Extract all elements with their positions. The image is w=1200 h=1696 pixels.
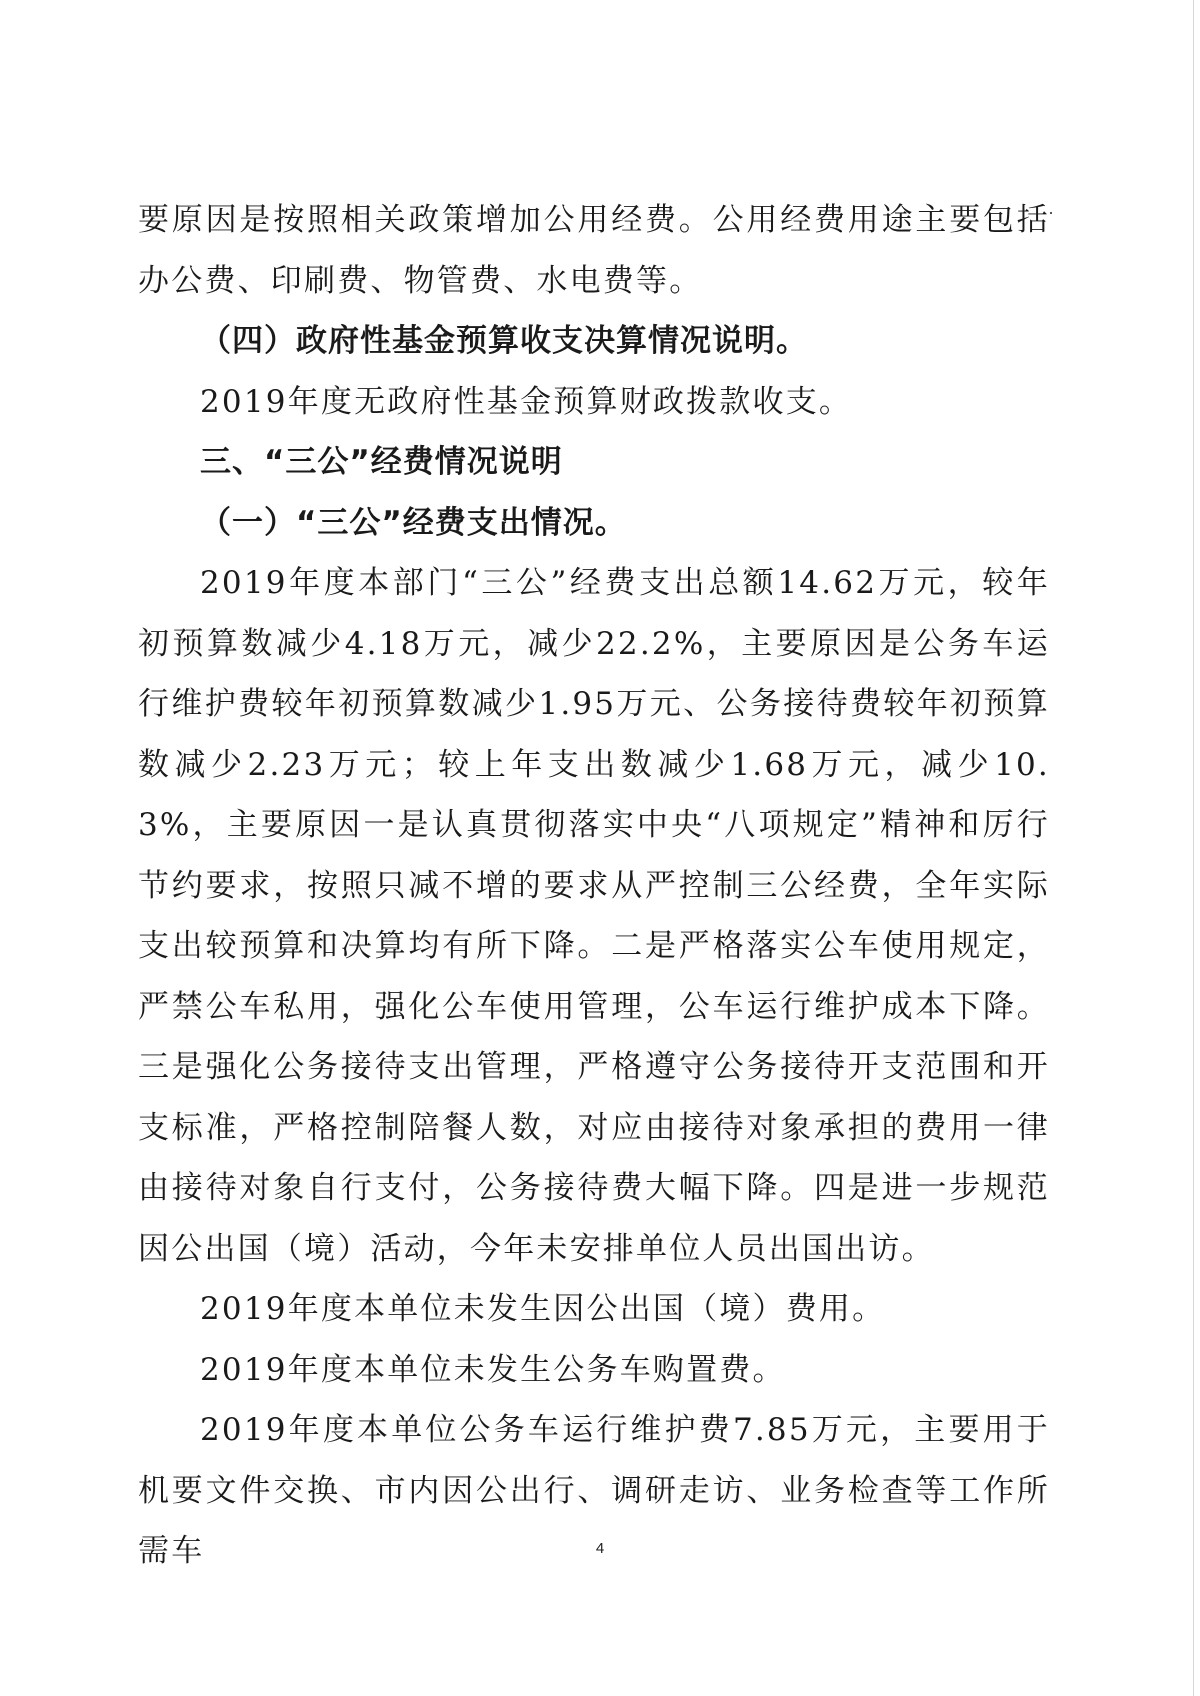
scan-page-edge <box>1193 0 1194 1696</box>
heading-three-public-expenditure: （一）“三公”经费支出情况。 <box>200 504 627 541</box>
heading-government-fund-budget: （四）政府性基金预算收支决算情况说明。 <box>200 323 808 359</box>
document-body <box>138 190 1050 1582</box>
page-number: 4 <box>595 1540 605 1557</box>
paragraph-continuation: 要原因是按照相关政策增加公用经费。公用经费用途主要包括办公费、印刷费、物管费、水电费等。 <box>138 202 1050 299</box>
paragraph-government-fund: 2019年度无政府性基金预算财政拨款收支。 <box>200 383 853 420</box>
paragraph-vehicle-purchase: 2019年度本单位未发生公务车购置费。 <box>200 1351 786 1388</box>
paragraph-vehicle-maintenance: 2019年度本单位公务车运行维护费7.85万元，主要用于机要文件交换、市内因公出行、调研走访、业务检查等工作所需车 <box>138 1412 1050 1569</box>
scan-speck <box>1050 212 1052 214</box>
heading-three-public-expenses: 三、“三公”经费情况说明 <box>200 444 563 480</box>
paragraph-expenditure-details: 2019年度本部门“三公”经费支出总额14.62万元，较年初预算数减少4.18万元，减少22.2%，主要原因是公务车运行维护费较年初预算数减少1.95万元、公务接待费较年初预算数减少2.23万元；较上年支出数减少1.68万元，减少10.3%，主要原因一是认真贯彻落实中央“八项规定”精神和厉行节约要求，按照只减不增的要求从严控制三公经费，全年实际支出较预算和决算均有所下降。二是严格落实公车使用规定，严禁公车私用，强化公车使用管理，公车运行维护成本下降。三是强化公务接待支出管理，严格遵守公务接待开支范围和开支标准，严格控制陪餐人数，对应由接待对象承担的费用一律由接待对象自行支付，公务接待费大幅下降。四是进一步规范因公出国（境）活动，今年未安排单位人员出国出访。 <box>138 565 1050 1267</box>
paragraph-overseas-travel: 2019年度本单位未发生因公出国（境）费用。 <box>200 1291 886 1327</box>
